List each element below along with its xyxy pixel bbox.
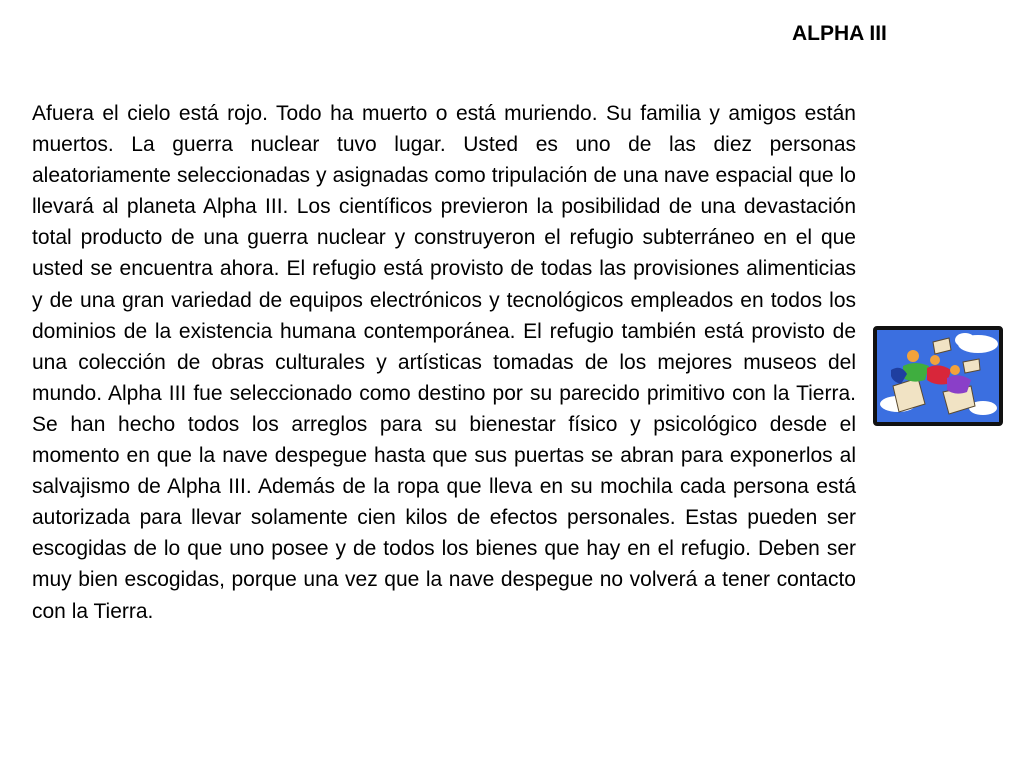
body-text: Afuera el cielo está rojo. Todo ha muerto o está muriendo. Su familia y amigos están muertos. La guerra nuclear tuvo lugar. Usted es uno de las diez personas aleatoriamente seleccionadas y asignadas como tripulación de una nave espacial que lo llevará al planeta Alpha III. Los científicos previeron la posibilidad de una devastación total producto de una guerra nuclear y construyeron el refugio subterráneo en el que usted se encuentra ahora. El refugio está provisto de todas las provisiones alimenticias y de una gran variedad de equipos electrónicos y tecnológicos empleados en todos los dominios de la existencia humana contemporánea. El refugio también está provisto de una colección de obras culturales y artísticas tomadas de los mejores museos del mundo. Alpha III fue seleccionado como destino por su parecido primitivo con la Tierra. Se han hecho todos los arreglos para su bienestar físico y psicológico desde el momento en que la nave despegue hasta que sus puertas se abran para exponerlos al salvajismo de Alpha III. Además de la ropa que lleva en su mochila cada persona está autorizada para llevar solamente cien kilos de efectos personales. Estas pueden ser escogidas de lo que uno posee y de todos los bienes que hay en el refugio. Deben ser muy bien escogidas, porque una vez que la nave despegue no volverá a tener contacto con la Tierra. [32, 102, 856, 623]
flying-people-clipart-icon [873, 326, 1003, 426]
slide-title: ALPHA III [792, 22, 887, 45]
